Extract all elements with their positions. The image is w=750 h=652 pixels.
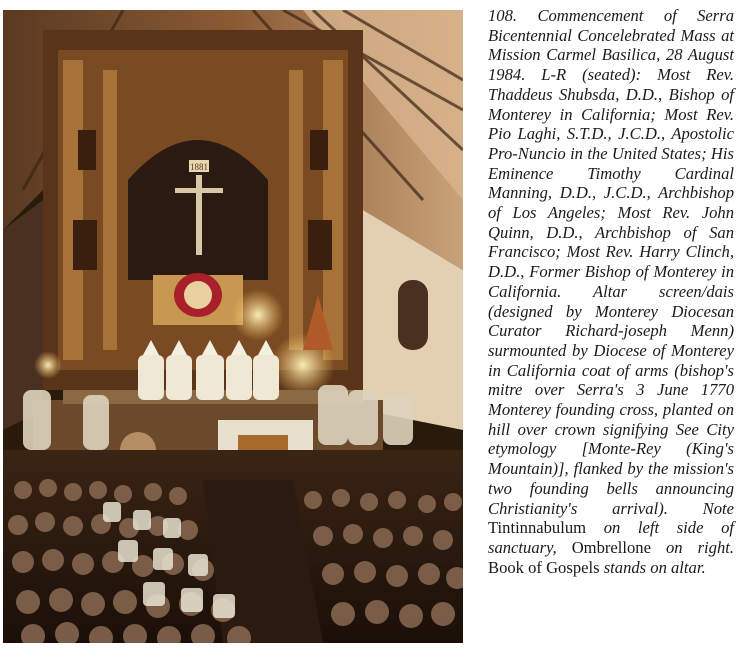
- caption-term-tintinnabulum: Tintinnabulum: [488, 518, 587, 538]
- photo-caption: [488, 6, 734, 577]
- caption-text: 108. Commencement of Serra Bicentennial Concelebrated Mass at Mission Carmel Basilica, 28 August 1984. L-R (seated): Most Rev. Thaddeus Shubsda, D.D., Bishop of Monterey in California; Most Rev. Pio Laghi, S.T.D., J.C.D., Apostolic Pro-Nuncio in the United States; His Eminence Timothy Cardinal Manning, D.D., J.C.D., Archbishop of Los Angeles; Most Rev. John Quinn, D.D., Archbishop of San Francisco; Most Rev. Harry Clinch, D.D., Former Bishop of Monterey in California. Altar screen/dais (designed by Monterey Diocesan Curator Richard-joseph Menn) surmounted by Diocese of Monterey in California coat of arms (bishop's mitre over Serra's 3 June 1770 Monterey founding cross, planted on hill over crown signifying See City etymology [Monte-Rey (King's Mountain)], flanked by the mission's two founding bells announcing Christianity's arrival). Note: [488, 6, 734, 518]
- seated-bishops: [138, 355, 279, 400]
- caption-term-ombrellone: Ombrellone: [571, 537, 651, 557]
- caption-text-4: stands on altar.: [603, 557, 706, 577]
- basilica-interior-image: [3, 10, 463, 643]
- caption-text-3: on right.: [665, 537, 735, 557]
- altar-plaque-text: 1881: [190, 162, 208, 172]
- caption-text-2: on left side of sanctuary,: [488, 518, 734, 557]
- mass-photograph: [3, 10, 463, 643]
- caption-term-book-of-gospels: Book of Gospels: [488, 557, 600, 577]
